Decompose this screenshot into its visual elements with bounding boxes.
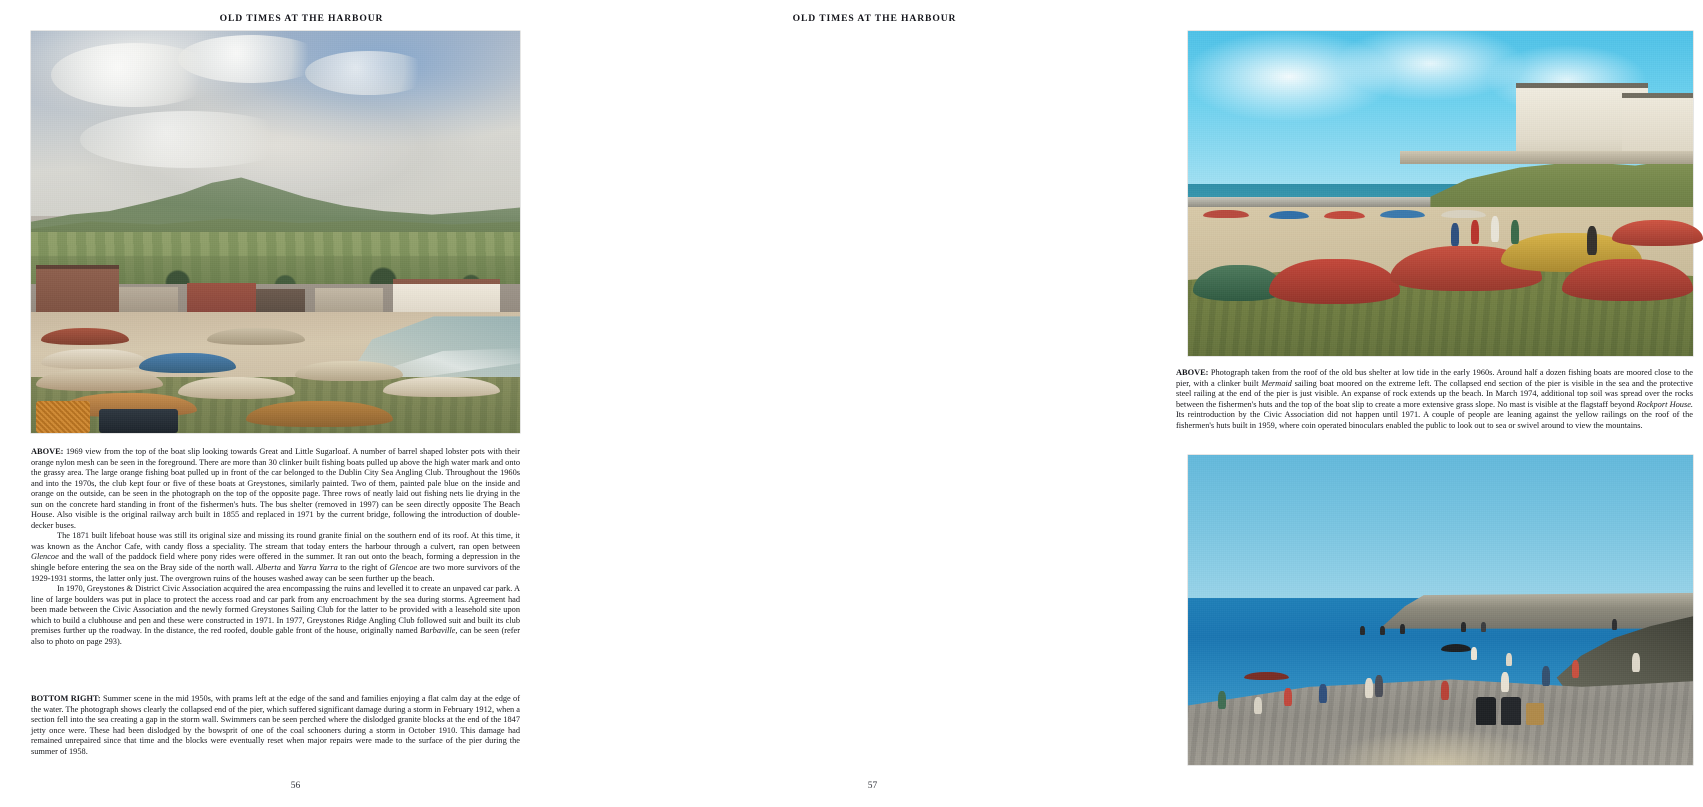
caption-paragraph: [31, 584, 520, 647]
caption-paragraph: [31, 447, 520, 531]
caption-summer-1950s: [31, 694, 520, 757]
caption-lead-label: ABOVE:: [1176, 368, 1209, 377]
person-on-beach: [1319, 684, 1327, 703]
cloud-shape: [178, 35, 325, 83]
person-on-pier: [1461, 622, 1466, 632]
rowing-boat-on-water: [1441, 644, 1471, 651]
caption-text: and the wall of the paddock field where pony rides were offered in the summer. It ran out onto the beach, forming a depression in the shingle before entering the sea on the Bray side of the north wall.: [31, 552, 520, 573]
caption-text: Photograph taken from the roof of the old bus shelter at low tide in the early 1960s. Around half a dozen fishing boats are moored close to the pier, with a clinker built: [1176, 368, 1693, 388]
person: [1451, 223, 1459, 246]
caption-pier-1960s: [1176, 368, 1693, 431]
caption-text: Summer scene in the mid 1950s, with prams left at the edge of the sand and families enjoying a flat calm day at the edge of the water. The photograph shows clearly the collapsed end of the pier, which suffered significant damage during a storm in February 1912, when a section fell into the sea creating a gap in the storm wall. Swimmers can be seen perched where the dislodged granite blocks at the end of the 1847 jetty once were. These had been dislodged by the bowsprit of one of the coal schooners during a storm in October 1910. This damage had remained unrepaired since that time and the blocks were eventually reset when major repairs were made to the surface of the pier during the summer of 1958.: [31, 694, 520, 756]
ship-name-yarra-yarra: Yarra Yarra: [297, 563, 338, 573]
caption-text: Its reintroduction by the Civic Association did not happen until 1971. A couple of people are leaning against the yellow railings on the roof of the fishermen's huts built in 1959, where coin operated binoculars enabled the public to look out to sea or swivel around to view the mountains.: [1176, 410, 1693, 430]
moored-fishing-boat: [1269, 211, 1309, 219]
pram: [1501, 697, 1521, 725]
swimmer: [1506, 653, 1512, 665]
house-name-rockport: Rockport House.: [1636, 399, 1693, 409]
fishing-boat: [295, 361, 403, 381]
person-on-pier: [1400, 624, 1405, 634]
person-on-beach: [1218, 691, 1226, 710]
fishing-boat: [36, 369, 163, 391]
ship-name-alberta: Alberta: [255, 563, 281, 573]
moored-fishing-boat: [1380, 210, 1425, 218]
caption-text: 1969 view from the top of the boat slip looking towards Great and Little Sugarloaf. A number of barrel shaped lobster pots with their orange nylon mesh can be seen in the foreground. There are more than 30 clinker built fishing boats pulled up above the high water mark and onto the grassy area. The large orange fishing boat pulled up in front of the car belonged to the Dublin City Sea Angling Club. Throughout the 1960s and into the 1970s, the club kept four or five of these boats at Greystones, similarly painted. Two of them, painted pale blue on the inside and orange on the outside, can be seen in the photograph on the top of the opposite page. Three rows of neatly laid out fishing nets lie drying in the sun on the concrete hard standing in front of the fishermen's huts. The bus shelter (removed in 1997) can be seen directly opposite The Beach House. Also visible is the original railway arch built in 1855 and replaced in 1971 by the current bridge, following the introduction of double-decker buses.: [31, 447, 520, 530]
person-on-beach: [1542, 666, 1550, 686]
pram: [1476, 697, 1496, 725]
sea-wall: [1400, 151, 1693, 164]
person-on-beach: [1572, 660, 1580, 679]
page-number-right: 57: [867, 781, 878, 791]
fishing-boat: [207, 328, 305, 344]
caption-paragraph: [1176, 368, 1693, 431]
person: [1491, 216, 1499, 242]
person-on-pier: [1360, 626, 1365, 635]
photo-sky: [1188, 455, 1693, 610]
person-on-beach: [1254, 697, 1262, 714]
caption-paragraph: [31, 531, 520, 584]
running-head-left: OLD TIMES AT THE HARBOUR: [219, 13, 384, 24]
person: [1471, 220, 1479, 244]
cloud-shape: [80, 111, 295, 167]
caption-lead-label: ABOVE:: [31, 447, 64, 456]
caption-text: In 1970, Greystones & District Civic Association acquired the area encompassing the ruins and levelled it to create an unpaved car park. A line of large boulders was put in place to protect the access road and car park from any encroachment by the sea during storms. Agreement had been made between the Civic Association and the newly formed Greystones Sailing Club for the latter to be provided with a leasehold site upon which to build a clubhouse and pen and these were constructed in 1971. In 1977, Greystones Ridge Angling Club followed suit and built its club premises further up the roadway. In the distance, the red roofed, double gable front of the house, originally named: [31, 584, 520, 636]
person-on-beach: [1501, 672, 1509, 692]
boat-name-mermaid: Mermaid: [1261, 378, 1292, 388]
fishing-boat-orange: [246, 401, 393, 427]
photo-summer-1950s: [1188, 455, 1693, 765]
fishing-boat: [178, 377, 295, 399]
person-on-pier: [1481, 622, 1486, 631]
left-page: [0, 0, 571, 807]
cloud-shape: [305, 51, 432, 95]
caption-text: sailing boat moored on the extreme left. The collapsed end section of the pier is visible in the sea and the protective steel railing at the end of the pier is just visible. An expanse of rock extends up the beach. In March 1974, additional top soil was spread over the rocks between the fishermen's huts and the top of the boat slip to create a more extensive grass slope. No mast is visible at the flagstaff beyond: [1176, 378, 1693, 409]
person: [1511, 220, 1519, 244]
caption-text: The 1871 built lifeboat house was still its original size and missing its round granite finial on the southern end of its roof. At this time, it was known as the Anchor Cafe, with candy floss a speciality. The stream that today enters the harbour through a culvert, ran open between: [31, 531, 520, 551]
caption-harbour-1969: [31, 447, 520, 647]
right-page: [571, 0, 1693, 807]
fishing-boat-red: [41, 328, 129, 344]
person-on-pier: [1612, 619, 1617, 630]
caption-paragraph: [31, 694, 520, 757]
photo-harbour-1969: [31, 31, 520, 433]
lobster-pots: [36, 401, 90, 433]
caption-text: to the right of: [337, 563, 390, 573]
person-on-beach: [1632, 653, 1640, 672]
person-on-pier: [1380, 626, 1385, 635]
running-head-right: OLD TIMES AT THE HARBOUR: [792, 13, 957, 24]
swimmer: [1471, 647, 1477, 659]
sand-patch: [1329, 722, 1551, 765]
person-on-beach: [1375, 675, 1383, 697]
basket-pram: [1526, 703, 1543, 725]
person: [1587, 226, 1597, 255]
house-name-barbaville: Barbaville,: [420, 626, 458, 636]
person-on-beach: [1365, 678, 1373, 698]
photo-pier-1960s: [1188, 31, 1693, 356]
person-on-beach: [1284, 688, 1292, 707]
mermaid-sailing-boat: [1441, 210, 1486, 218]
page-number-left: 56: [290, 781, 301, 791]
moored-fishing-boat: [1324, 211, 1364, 219]
caption-text: can be seen (refer also to photo on page 293).: [31, 626, 520, 646]
caption-text: and: [280, 563, 298, 573]
fishing-boat: [383, 377, 500, 397]
rowing-boat-on-water: [1244, 672, 1289, 680]
pier-collapsed-end: [1380, 591, 1693, 628]
caption-text: are two more survivors of the 1929-1931 storms, the latter only just. The overgrown ruins of the houses washed away can be seen further up the beach.: [31, 563, 520, 583]
ship-name-glencoe: Glencoe: [389, 563, 418, 573]
building: [1622, 93, 1693, 160]
person-on-beach: [1441, 681, 1449, 700]
ship-name-glencoe: Glencoe: [31, 552, 59, 562]
parked-car: [99, 409, 177, 433]
moored-fishing-boat: [1203, 210, 1248, 218]
caption-lead-label: BOTTOM RIGHT:: [31, 694, 101, 703]
